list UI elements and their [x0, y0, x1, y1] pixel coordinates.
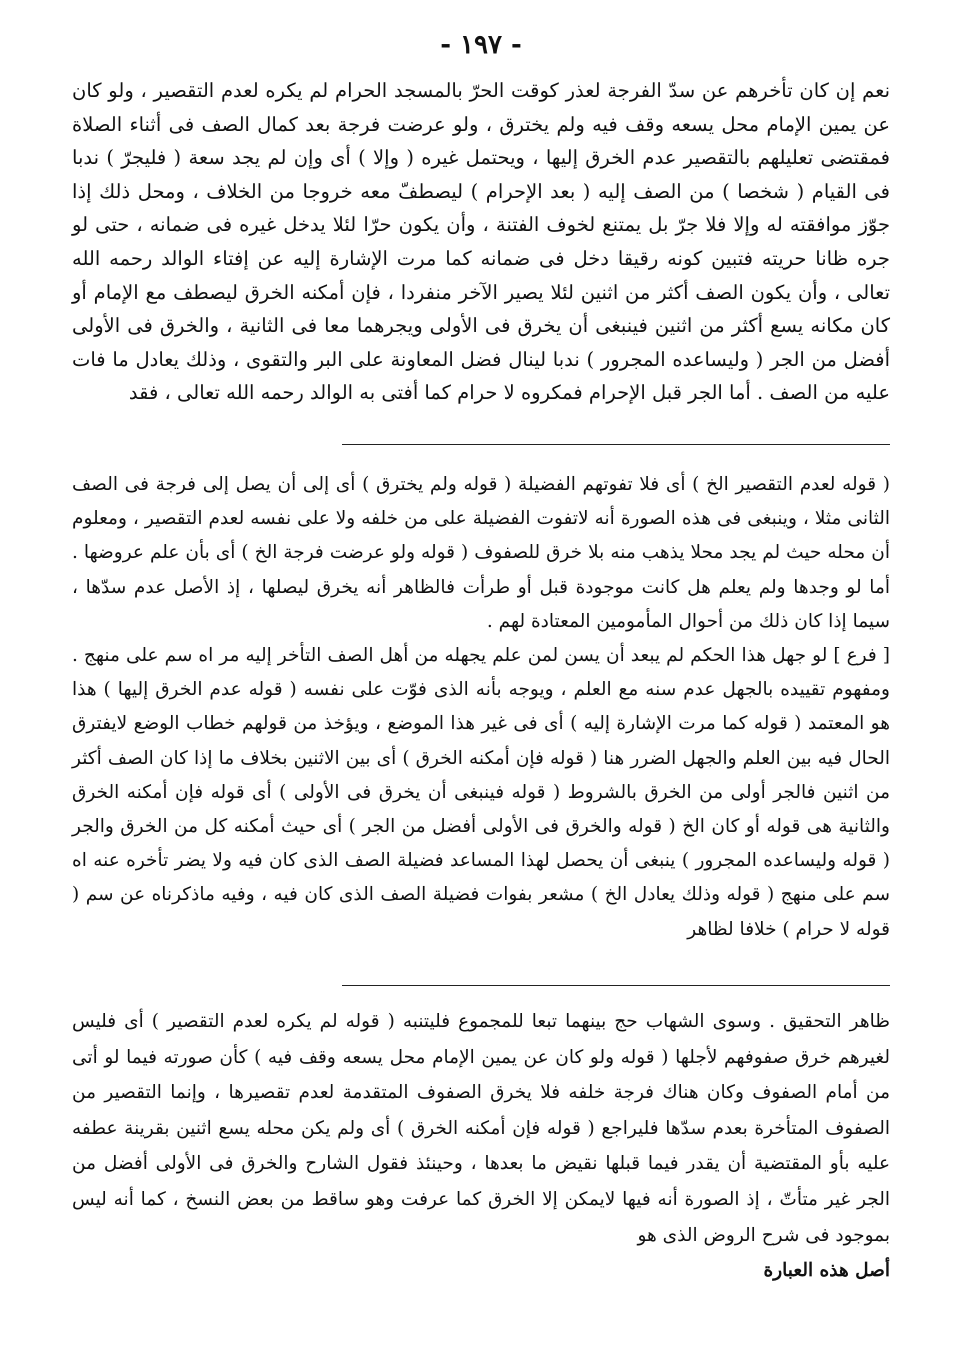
commentary-block-1 — [72, 468, 890, 947]
commentary-block-2 — [72, 1004, 890, 1289]
commentary-paragraph: [ فرع ] لو جهل هذا الحكم لم يبعد أن يسن لمن علم يجهله من أهل الصف التأخر إليه مر اه سم على منهج . ومفهوم تقييده بالجهل عدم سنه مع العلم ، ويوجه بأنه الذى فوّت على نفسه ( قوله عدم الخرق إليها ) هذا هو المعتمد ( قوله كما مرت الإشارة إليه ) أى فى غير هذا الموضع ، ويؤخذ من قولهم خطاب الوضع لايفترق الحال فيه بين العلم والجهل الضرر هنا ( قوله فإن أمكنه الخرق ) أى بين الاثنين بخلاف ما إذا كان الصف أكثر من اثنين فالجر أولى من الخرق بالشروط ( قوله فينبغى أن يخرق فى الأولى ) أى قوله فإن أمكنه الخرق والثانية هى قوله أو كان الخ ( قوله والخرق فى الأولى أفضل من الجر ) أى حيث أمكنه كل من الخرق والجر ( قوله وليساعده المجرور ) ينبغى أن يحصل لهذا المساعد فضيلة الصف الذى كان فيه ولا يضر تأخره عنه اه سم على منهج ( قوله وذلك يعادل الخ ) مشعر بفوات فضيلة الصف الذى كان فيه ، وفيه ماذكرناه عن سم ( قوله لا حرام ) خلافا لظاهر — [72, 645, 890, 940]
page-number: - ١٩٧ - — [440, 30, 522, 60]
commentary-paragraph: ظاهر التحقيق . وسوى الشهاب حج بينهما تبعا للمجموع فليتنبه ( قوله لم يكره لعدم التقصير ) أى فليس لغيرهم خرق صفوفهم لأجلها ( قوله ولو كان عن يمين الإمام محل يسعه وقف فيه ) كأن صورته فيما لو أتى من أمام الصفوف وكان هناك فرجة خلفه فلا يخرق الصفوف المتقدمة لعدم تقصيرها ، وإنما التقصير من الصفوف المتأخرة بعدم سدّها فليراجع ( قوله فإن أمكنه الخرق ) أى ولم يكن محله يسع اثنين بقرينة عطفه عليه بأو المقتضية أن يقدر فيما قبلها نقيض ما بعدها ، وحينئذ فقول الشارح والخرق فى الأولى أفضل من الجر غير متأتّ ، إذ الصورة أنه فيها لايمكن إلا الخرق كما عرفت وهو ساقط من بعض النسخ ، كما أنه ليس بموجود فى شرح الروض الذى هو — [72, 1011, 890, 1246]
section-divider — [342, 985, 890, 986]
commentary-ending: أصل هذه العبارة — [763, 1260, 890, 1282]
section-divider — [342, 444, 890, 445]
main-text-block — [72, 74, 890, 410]
commentary-paragraph: ( قوله لعدم التقصير الخ ) أى فلا تفوتهم الفضيلة ( قوله ولم يخترق ) أى إلى أن يصل إلى فرجة فى الصف الثانى مثلا ، وينبغى فى هذه الصورة أنه لاتفوت الفضيلة على من خلفه ولا على نفسه لعدم التقصير ، ومعلوم أن محله حيث لم يجد محلا يذهب منه بلا خرق للصفوف ( قوله ولو عرضت فرجة الخ ) أى بأن علم عروضها . أما لو وجدها ولم يعلم هل كانت موجودة قبل أو طرأت فالظاهر أنه يخرق ليصلها ، إذ الأصل عدم سدّها ، سيما إذا كان ذلك من أحوال المأمومين المعتادة لهم . — [72, 474, 890, 632]
main-paragraph: نعم إن كان تأخرهم عن سدّ الفرجة لعذر كوقت الحرّ بالمسجد الحرام لم يكره لعدم التقصير ، ولو كان عن يمين الإمام محل يسعه وقف فيه ولم يخترق ، ولو عرضت فرجة بعد كمال الصف فى أثناء الصلاة فمقتضى تعليلهم بالتقصير عدم الخرق إليها ، ويحتمل غيره ( وإلا ) أى وإن لم يجد سعة ( فليجرّ ) ندبا فى القيام ( شخصا ) من الصف إليه ( بعد الإحرام ) ليصطفّ معه خروجا من الخلاف ، ومحل ذلك إذا جوّز موافقته له وإلا فلا جرّ بل يمتنع لخوف الفتنة ، وأن يكون حرّا لئلا يدخل غيره فى ضمانه ، حتى لو جره ظانا حريته فتبين كونه رقيقا دخل فى ضمانه كما مرت الإشارة إليه عن إفتاء الوالد رحمه الله تعالى ، وأن يكون الصف أكثر من اثنين لئلا يصير الآخر منفردا ، فإن أمكنه الخرق ليصطف مع الإمام أو كان مكانه يسع أكثر من اثنين فينبغى أن يخرق فى الأولى ويجرهما معا فى الثانية ، والخرق فى الأولى أفضل من الجر ( وليساعده المجرور ) ندبا لينال فضل المعاونة على البر والتقوى ، وذلك يعادل ما فات عليه من الصف . أما الجر قبل الإحرام فمكروه لا حرام كما أفتى به الوالد رحمه الله تعالى ، فقد — [72, 79, 890, 405]
